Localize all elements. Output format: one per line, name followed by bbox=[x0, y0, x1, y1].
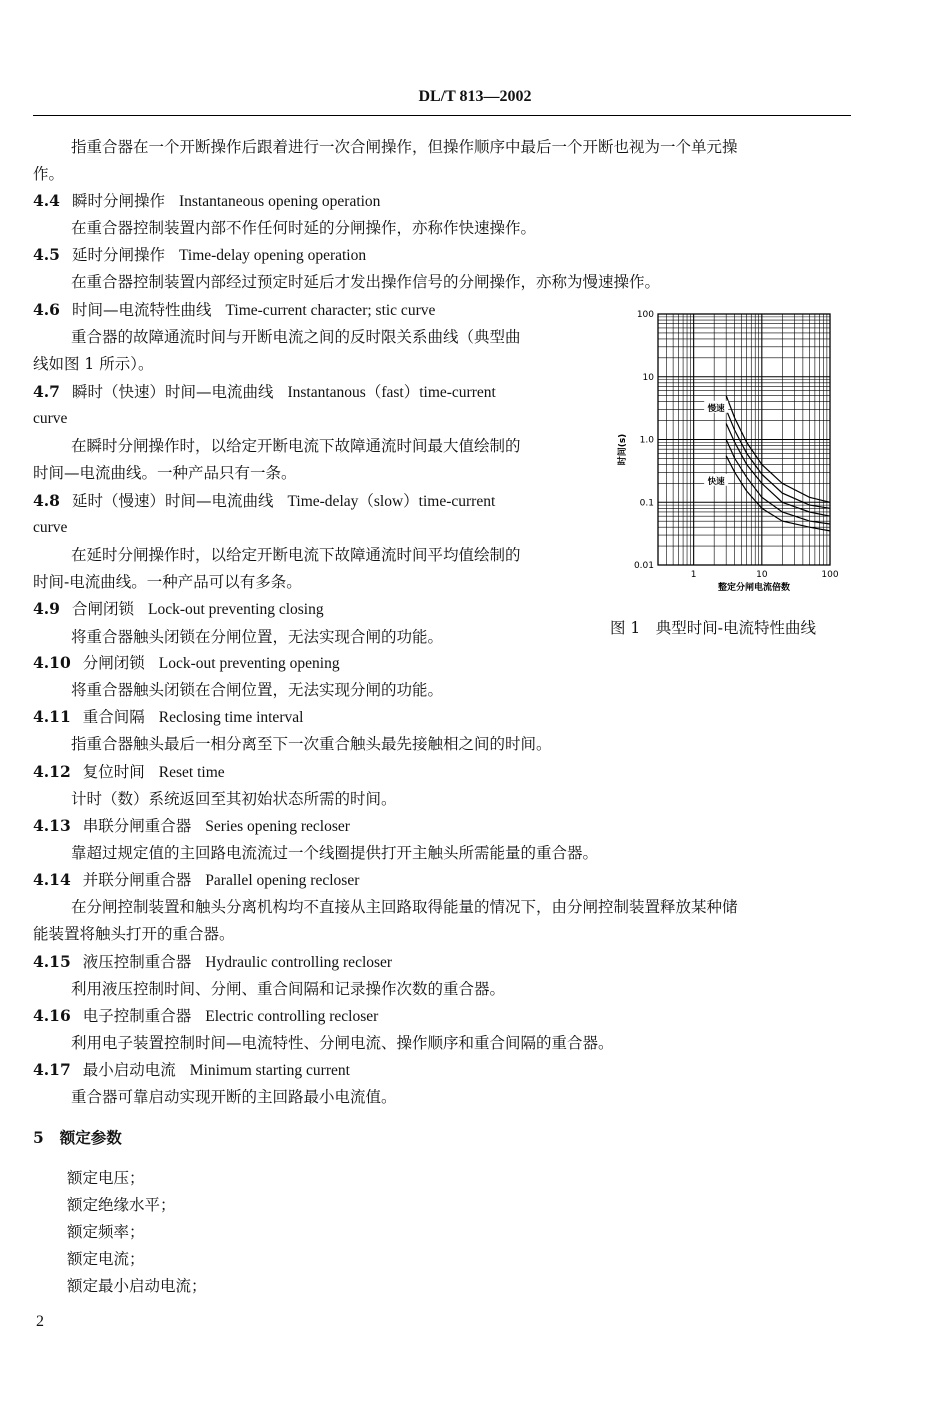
clause-term-en: Series opening recloser bbox=[205, 818, 350, 835]
clause-term: 并联分闸重合器 bbox=[82, 871, 192, 889]
clause-4-17-def: 重合器可靠启动实现开断的主回路最小电流值。 bbox=[71, 1088, 397, 1106]
clause-4-8 bbox=[33, 491, 495, 512]
clause-4-14-def-1: 在分闸控制装置和触头分离机构均不直接从主回路取得能量的情况下，由分闸控制装置释放某种储 bbox=[71, 898, 738, 916]
clause-number: 4.14 bbox=[33, 870, 71, 889]
clause-4-6-def-1: 重合器的故障通流时间与开断电流之间的反时限关系曲线（典型曲 bbox=[71, 328, 521, 346]
clause-4-4 bbox=[33, 191, 380, 212]
x-axis-label: 整定分闸电流倍数 bbox=[717, 583, 791, 593]
series-line bbox=[726, 440, 830, 525]
clause-4-9 bbox=[33, 599, 324, 620]
rated-item: 额定绝缘水平； bbox=[67, 1196, 176, 1214]
clause-4-7-def-1: 在瞬时分闸操作时，以给定开断电流下故障通流时间最大值绘制的 bbox=[71, 437, 521, 455]
clause-4-12 bbox=[33, 762, 225, 783]
clause-term-en: Lock-out preventing closing bbox=[147, 601, 324, 618]
clause-number: 4.17 bbox=[33, 1060, 71, 1079]
clause-4-8-def-1: 在延时分闸操作时，以给定开断电流下故障通流时间平均值绘制的 bbox=[71, 546, 521, 564]
clause-4-11 bbox=[33, 707, 303, 728]
clause-4-6-def-2: 线如图 1 所示）。 bbox=[33, 355, 154, 373]
clause-term-en: Electric controlling recloser bbox=[205, 1008, 379, 1025]
section-title: 额定参数 bbox=[59, 1128, 122, 1147]
x-tick-label: 10 bbox=[756, 570, 768, 580]
clause-4-7-def-2: 时间—电流曲线。一种产品只有一条。 bbox=[33, 464, 297, 482]
clause-4-17 bbox=[33, 1060, 350, 1081]
clause-4-4-def: 在重合器控制装置内部不作任何时延的分闸操作，亦称作快速操作。 bbox=[71, 219, 537, 237]
clause-term: 延时分闸操作 bbox=[71, 246, 165, 264]
figure-caption: 图 1 典型时间-电流特性曲线 bbox=[610, 619, 817, 637]
clause-term: 时间—电流特性曲线 bbox=[71, 301, 212, 319]
clause-term-en: Lock-out preventing opening bbox=[158, 655, 340, 672]
clause-term: 瞬时（快速）时间—电流曲线 bbox=[71, 383, 274, 401]
clause-4-15-def: 利用液压控制时间、分闸、重合间隔和记录操作次数的重合器。 bbox=[71, 980, 506, 998]
clause-number: 4.7 bbox=[33, 382, 60, 401]
annotation-slow: 慢速 bbox=[707, 403, 725, 414]
section-number: 5 bbox=[33, 1128, 44, 1147]
clause-4-8-en-cont: curve bbox=[33, 519, 68, 536]
intro-line-2: 作。 bbox=[33, 165, 65, 183]
clause-term: 电子控制重合器 bbox=[82, 1007, 192, 1025]
series-line bbox=[726, 410, 830, 509]
section-5-heading bbox=[33, 1128, 122, 1148]
y-tick-label: 1.0 bbox=[639, 435, 654, 446]
page-header: DL/T 813—2002 bbox=[418, 88, 532, 105]
clause-4-11-def: 指重合器触头最后一相分离至下一次重合触头最先接触相之间的时间。 bbox=[71, 735, 552, 753]
clause-4-13 bbox=[33, 816, 350, 837]
clause-4-5 bbox=[33, 245, 366, 266]
clause-number: 4.10 bbox=[33, 653, 71, 672]
clause-number: 4.15 bbox=[33, 952, 71, 971]
clause-4-7 bbox=[33, 382, 496, 403]
clause-number: 4.4 bbox=[33, 191, 60, 210]
clause-number: 4.16 bbox=[33, 1006, 71, 1025]
rated-item: 额定最小启动电流； bbox=[67, 1277, 207, 1295]
clause-term: 复位时间 bbox=[82, 763, 145, 781]
clause-4-14-def-2: 能装置将触头打开的重合器。 bbox=[33, 925, 235, 943]
header-rule bbox=[33, 115, 851, 116]
y-tick-label: 100 bbox=[636, 310, 654, 320]
time-current-chart bbox=[616, 302, 846, 602]
clause-term-en: Time-delay opening operation bbox=[178, 247, 367, 264]
clause-term-en: Instantanous（fast）time-current bbox=[287, 384, 496, 401]
clause-term: 分闸闭锁 bbox=[82, 654, 145, 672]
clause-4-13-def: 靠超过规定值的主回路电流流过一个线圈提供打开主触头所需能量的重合器。 bbox=[71, 844, 599, 862]
series-line bbox=[726, 456, 830, 531]
clause-term-en: Parallel opening recloser bbox=[205, 872, 360, 889]
clause-term-en: Hydraulic controlling recloser bbox=[205, 954, 393, 971]
clause-term-en: Time-current character; stic curve bbox=[225, 302, 436, 319]
clause-term-en: Minimum starting current bbox=[189, 1062, 350, 1079]
rated-item: 额定电流； bbox=[67, 1250, 145, 1268]
clause-4-14 bbox=[33, 870, 359, 891]
clause-number: 4.11 bbox=[33, 707, 71, 726]
clause-4-16 bbox=[33, 1006, 378, 1027]
clause-4-10 bbox=[33, 653, 340, 674]
intro-line-1: 指重合器在一个开断操作后跟着进行一次合闸操作，但操作顺序中最后一个开断也视为一个单元操 bbox=[71, 138, 738, 156]
y-tick-label: 10 bbox=[642, 372, 654, 383]
clause-term: 合闸闭锁 bbox=[71, 600, 134, 618]
rated-item: 额定电压； bbox=[67, 1169, 145, 1187]
chart-svg bbox=[616, 302, 846, 602]
clause-4-5-def: 在重合器控制装置内部经过预定时延后才发出操作信号的分闸操作，亦称为慢速操作。 bbox=[71, 273, 661, 291]
clause-number: 4.13 bbox=[33, 816, 71, 835]
x-tick-label: 100 bbox=[821, 570, 839, 580]
clause-term: 液压控制重合器 bbox=[82, 953, 192, 971]
clause-4-6 bbox=[33, 300, 435, 321]
clause-4-8-def-2: 时间-电流曲线。一种产品可以有多条。 bbox=[33, 573, 302, 591]
clause-4-7-en-cont: curve bbox=[33, 410, 68, 427]
clause-term-en: Reclosing time interval bbox=[158, 709, 304, 726]
clause-term: 瞬时分闸操作 bbox=[71, 192, 165, 210]
clause-4-15 bbox=[33, 952, 392, 973]
page-number: 2 bbox=[36, 1313, 44, 1330]
clause-term-en: Reset time bbox=[158, 764, 225, 781]
clause-number: 4.6 bbox=[33, 300, 60, 319]
clause-number: 4.8 bbox=[33, 491, 60, 510]
annotation-fast: 快速 bbox=[707, 476, 725, 487]
clause-term: 延时（慢速）时间—电流曲线 bbox=[71, 492, 274, 510]
rated-item: 额定频率； bbox=[67, 1223, 145, 1241]
clause-4-9-def: 将重合器触头闭锁在分闸位置，无法实现合闸的功能。 bbox=[71, 628, 444, 646]
clause-term: 最小启动电流 bbox=[82, 1061, 176, 1079]
clause-term: 重合间隔 bbox=[82, 708, 145, 726]
y-tick-label: 0.1 bbox=[639, 498, 654, 509]
clause-4-10-def: 将重合器触头闭锁在合闸位置，无法实现分闸的功能。 bbox=[71, 681, 444, 699]
clause-4-16-def: 利用电子装置控制时间—电流特性、分闸电流、操作顺序和重合间隔的重合器。 bbox=[71, 1034, 614, 1052]
clause-4-12-def: 计时（数）系统返回至其初始状态所需的时间。 bbox=[71, 790, 397, 808]
y-axis-label: 时间(s) bbox=[618, 433, 628, 466]
clause-number: 4.5 bbox=[33, 245, 60, 264]
clause-term-en: Time-delay（slow）time-current bbox=[287, 493, 496, 510]
clause-term: 串联分闸重合器 bbox=[82, 817, 192, 835]
clause-number: 4.9 bbox=[33, 599, 60, 618]
clause-term-en: Instantaneous opening operation bbox=[178, 193, 381, 210]
y-tick-label: 0.01 bbox=[633, 561, 654, 571]
x-tick-label: 1 bbox=[690, 570, 697, 580]
clause-number: 4.12 bbox=[33, 762, 71, 781]
